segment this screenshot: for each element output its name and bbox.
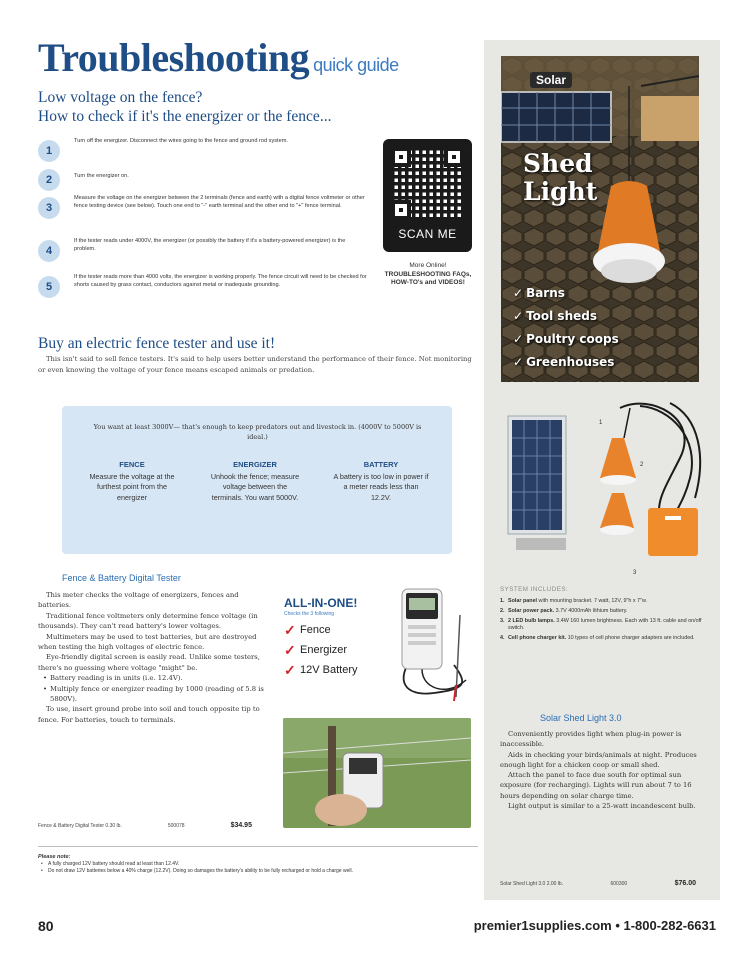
checkmark-icon: ✓ [513,355,524,369]
notes-section: Please note: • A fully charged 12V battery should read at least than 12.4V. • Do not draw 12V batteries below a 40% charge (12.2V). Doing so damages the battery's ability to be fully recharged or hold a charge well. [38,854,478,875]
scan-me-label: SCAN ME [398,227,457,241]
step-item [38,273,368,298]
use-item: ✓ Greenhouses [513,355,615,369]
product-sku: 500078 [167,822,185,829]
tester-heading: Buy an electric fence tester and use it! [38,335,276,352]
list-item: 4. Cell phone charger kit. 10 types of cell phone charger adapters are included. [500,635,695,641]
step-number: 5 [38,276,60,298]
qr-code-icon [391,147,464,220]
solar-kit-image [500,398,706,576]
divider [38,846,478,847]
step-number: 1 [38,140,60,162]
step-text: If the tester reads under 4000V, the energizer (or possibly the battery if it's a battery-powered energizer) is the problem. [74,238,346,252]
fence-column: FENCE Measure the voltage at the furthest point from the energizer [89,460,175,502]
step-number: 3 [38,197,60,219]
step-item [38,194,368,219]
shed-price: $76.00 [674,880,696,887]
all-in-one-callout: ALL-IN-ONE! Checks the 3 following ✓ Fence ✓ Energizer ✓ 12V Battery [284,596,384,677]
checkmark-icon: ✓ [513,332,524,346]
system-includes-heading: SYSTEM INCLUDES: [500,586,569,593]
voltage-intro: You want at least 3000V— that's enough to keep predators out and livestock in. (4000V to 5000V is ideal.) [93,423,422,441]
field-test-photo [283,718,471,828]
check-item: ✓ Energizer [284,642,348,658]
product-description: This meter checks the voltage of energizers, fences and batteries. Traditional fence voltmeters only determine fence voltage (in thousands). They can't read battery's lower voltages. Multimeters may be used to test batteries, but are destroyed when testing the high voltages of electric fence. Eye-friendly digital screen is easily read. Unlike some testers, there's no guessing where voltage "might" be. • Battery reading is in units (i.e. 12.4V). • Multiply fence or energizer reading by 1000 (reading of 5.8 is 5800V). To use, insert ground probe into soil and touch opposite tip to fence. For batteries, touch to terminals. [38,590,270,725]
page-subtitle: quick guide [313,55,399,75]
energizer-column: ENERGIZER Unhook the fence; measure voltage between the terminals. You want 5000V. [210,460,300,502]
tester-paragraph: This isn't said to sell fence testers. It's said to help users better understand the performance of their fence. Not monitoring or even knowing the voltage of your fence means escaped animals or predation. [38,355,472,374]
kit-label: 3 [633,570,637,576]
step-text: Turn the energizer on. [74,173,129,179]
product-price-row: Fence & Battery Digital Tester 0.30 lb. 500078 $34.95 [38,822,252,829]
shed-product-title: Solar Shed Light 3.0 [540,713,622,723]
list-item: 1. Solar panel with mounting bracket. 7 watt, 12V, 9"h x 7"w. [500,598,648,604]
page-number: 80 [38,918,54,934]
checkmark-icon: ✓ [284,642,296,658]
digital-tester-image [394,585,476,703]
shed-product-description: Conveniently provides light when plug-in power is inaccessible. Aids in checking your birds/animals at night. Produces enough light for a chicken coop or small shed. Attach the panel to face due south for optimal sun exposure (for recharging). Lights will run about 7 to 16 hours depending on solar charge time. Light output is similar to a 25-watt incandescent bulb. [500,730,697,811]
step-item [38,166,368,191]
use-item: ✓ Tool sheds [513,309,597,323]
use-item: ✓ Barns [513,286,565,300]
checkmark-icon: ✓ [513,309,524,323]
product-price: $34.95 [230,822,252,829]
kit-label: 2 [640,462,644,468]
qr-caption: More Online! TROUBLESHOOTING FAQs, HOW-TO's and VIDEOS! [384,262,472,286]
product-title: Fence & Battery Digital Tester [62,573,181,583]
shed-light-title: Shed Light [523,149,598,206]
shed-price-row: Solar Shed Light 3.0 2.00 lb. 600300 $76.00 [500,880,696,887]
step-item [38,137,368,162]
page-title: Troubleshooting quick guide [38,35,399,80]
battery-column: BATTERY A battery is too low in power if a meter reads less than 12.2V. [333,460,429,502]
step-number: 4 [38,240,60,262]
checkmark-icon: ✓ [513,286,524,300]
qr-code-card[interactable] [383,139,472,252]
shed-sku: 600300 [610,880,628,887]
kit-label: 1 [599,420,603,426]
system-includes-list [500,598,706,645]
shed-uses-list [513,282,619,374]
checkmark-icon: ✓ [284,662,296,678]
step-text: If the tester reads more than 4000 volts, the energizer is working properly. The fence circuit will need to be checked for shorts caused by grass contact, conductors against metal or inadequate grounding. [74,274,367,288]
step-item [38,237,368,262]
list-item: 3. 2 LED bulb lamps. 3.4W 160 lumen brightness. Each with 13 ft. cable and on/off switch. [500,618,702,631]
website-phone-link[interactable]: premier1supplies.com • 1-800-282-6631 [473,918,716,933]
step-text: Turn off the energizer. Disconnect the wires going to the fence and ground rod system. [74,138,288,144]
question-heading: Low voltage on the fence? How to check if it's the energizer or the fence... [38,89,332,125]
solar-badge: Solar [530,72,572,88]
checkmark-icon: ✓ [284,622,296,638]
list-item: 2. Solar power pack. 3.7V 4000mAh lithium battery. [500,608,628,614]
step-number: 2 [38,169,60,191]
check-item: ✓ 12V Battery [284,662,358,678]
step-text: Measure the voltage on the energizer between the 2 terminals (fence and earth) with a digital fence voltmeter or other fence testing device (see below). Touch one end to "-" earth terminal and the other end to "+" fence terminal. [74,195,365,209]
check-item: ✓ Fence [284,622,331,638]
use-item: ✓ Poultry coops [513,332,619,346]
